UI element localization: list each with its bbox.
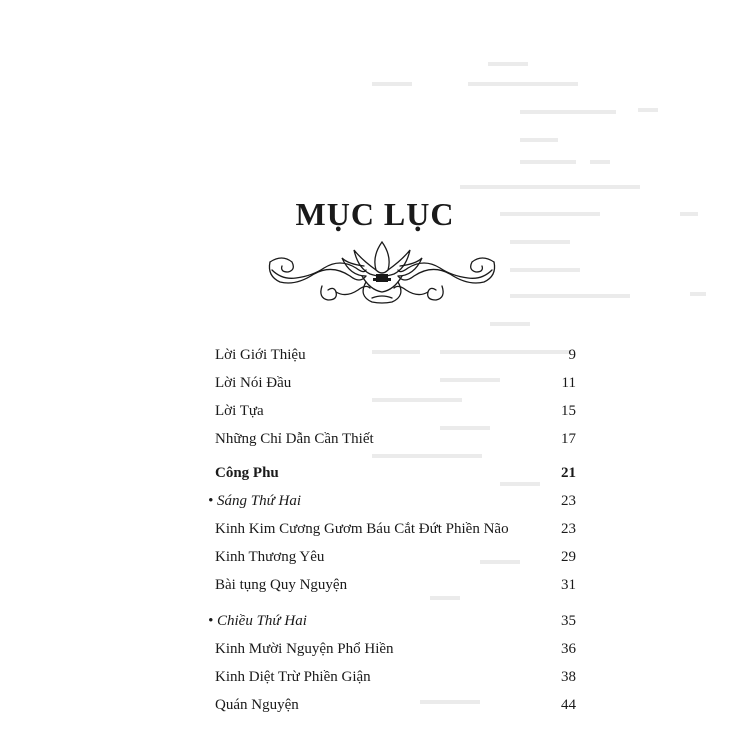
toc-entry-page: 38 — [561, 669, 576, 685]
toc-entry-page: 23 — [561, 493, 576, 509]
toc-entry-page: 44 — [561, 697, 576, 713]
toc-entry-kinh-thuong-yeu[interactable] — [200, 547, 586, 567]
toc-entry-nhung-chi-dan[interactable] — [200, 429, 586, 449]
toc-entry-title: Kinh Mười Nguyện Phổ Hiền — [215, 641, 394, 657]
toc-entry-page: 17 — [561, 431, 576, 447]
toc-entry-page: 21 — [561, 465, 576, 481]
toc-entry-title: Kinh Thương Yêu — [215, 549, 325, 565]
page-title: MỤC LỤC — [295, 196, 455, 232]
toc-entry-bai-tung-quy-nguyen[interactable] — [200, 575, 586, 595]
toc-subsection-title: • Sáng Thứ Hai — [208, 493, 302, 509]
toc-entry-kinh-muoi-nguyen[interactable] — [200, 639, 586, 659]
toc-entry-page: 11 — [561, 375, 576, 391]
toc-entry-page: 29 — [561, 549, 576, 565]
toc-entry-title: Quán Nguyện — [215, 697, 299, 713]
toc-subsection-title: • Chiều Thứ Hai — [208, 613, 307, 629]
toc-subsection-chieu-thu-hai[interactable] — [200, 611, 586, 631]
toc-entry-quan-nguyen[interactable] — [200, 695, 586, 715]
toc-entry-kinh-kim-cuong[interactable] — [200, 519, 586, 539]
toc-entry-page: 36 — [561, 641, 576, 657]
toc-entry-page: 23 — [561, 521, 576, 537]
toc-entry-loi-gioi-thieu[interactable] — [200, 345, 586, 365]
toc-entry-loi-tua[interactable] — [200, 401, 586, 421]
toc-entry-title: Lời Nói Đầu — [215, 375, 292, 391]
toc-entry-kinh-diet-tru[interactable] — [200, 667, 586, 687]
toc-subsection-sang-thu-hai[interactable] — [200, 491, 586, 511]
toc-entry-page: 15 — [561, 403, 576, 419]
toc-entry-loi-noi-dau[interactable] — [200, 373, 586, 393]
toc-entry-title: Bài tụng Quy Nguyện — [215, 577, 348, 593]
toc-section-title: Công Phu — [215, 465, 279, 481]
toc-entry-page: 9 — [568, 347, 576, 363]
toc-section-cong-phu[interactable] — [200, 463, 586, 483]
toc-entry-title: Kinh Diệt Trừ Phiền Giận — [215, 669, 371, 685]
toc-entry-page: 31 — [561, 577, 576, 593]
table-of-contents — [200, 0, 586, 750]
toc-entry-page: 35 — [561, 613, 576, 629]
toc-entry-title: Lời Tựa — [215, 403, 264, 419]
toc-entry-title: Những Chỉ Dẫn Cần Thiết — [215, 431, 374, 447]
toc-entry-title: Lời Giới Thiệu — [215, 347, 306, 363]
toc-entry-title: Kinh Kim Cương Gươm Báu Cắt Đứt Phiền Não — [215, 521, 509, 537]
